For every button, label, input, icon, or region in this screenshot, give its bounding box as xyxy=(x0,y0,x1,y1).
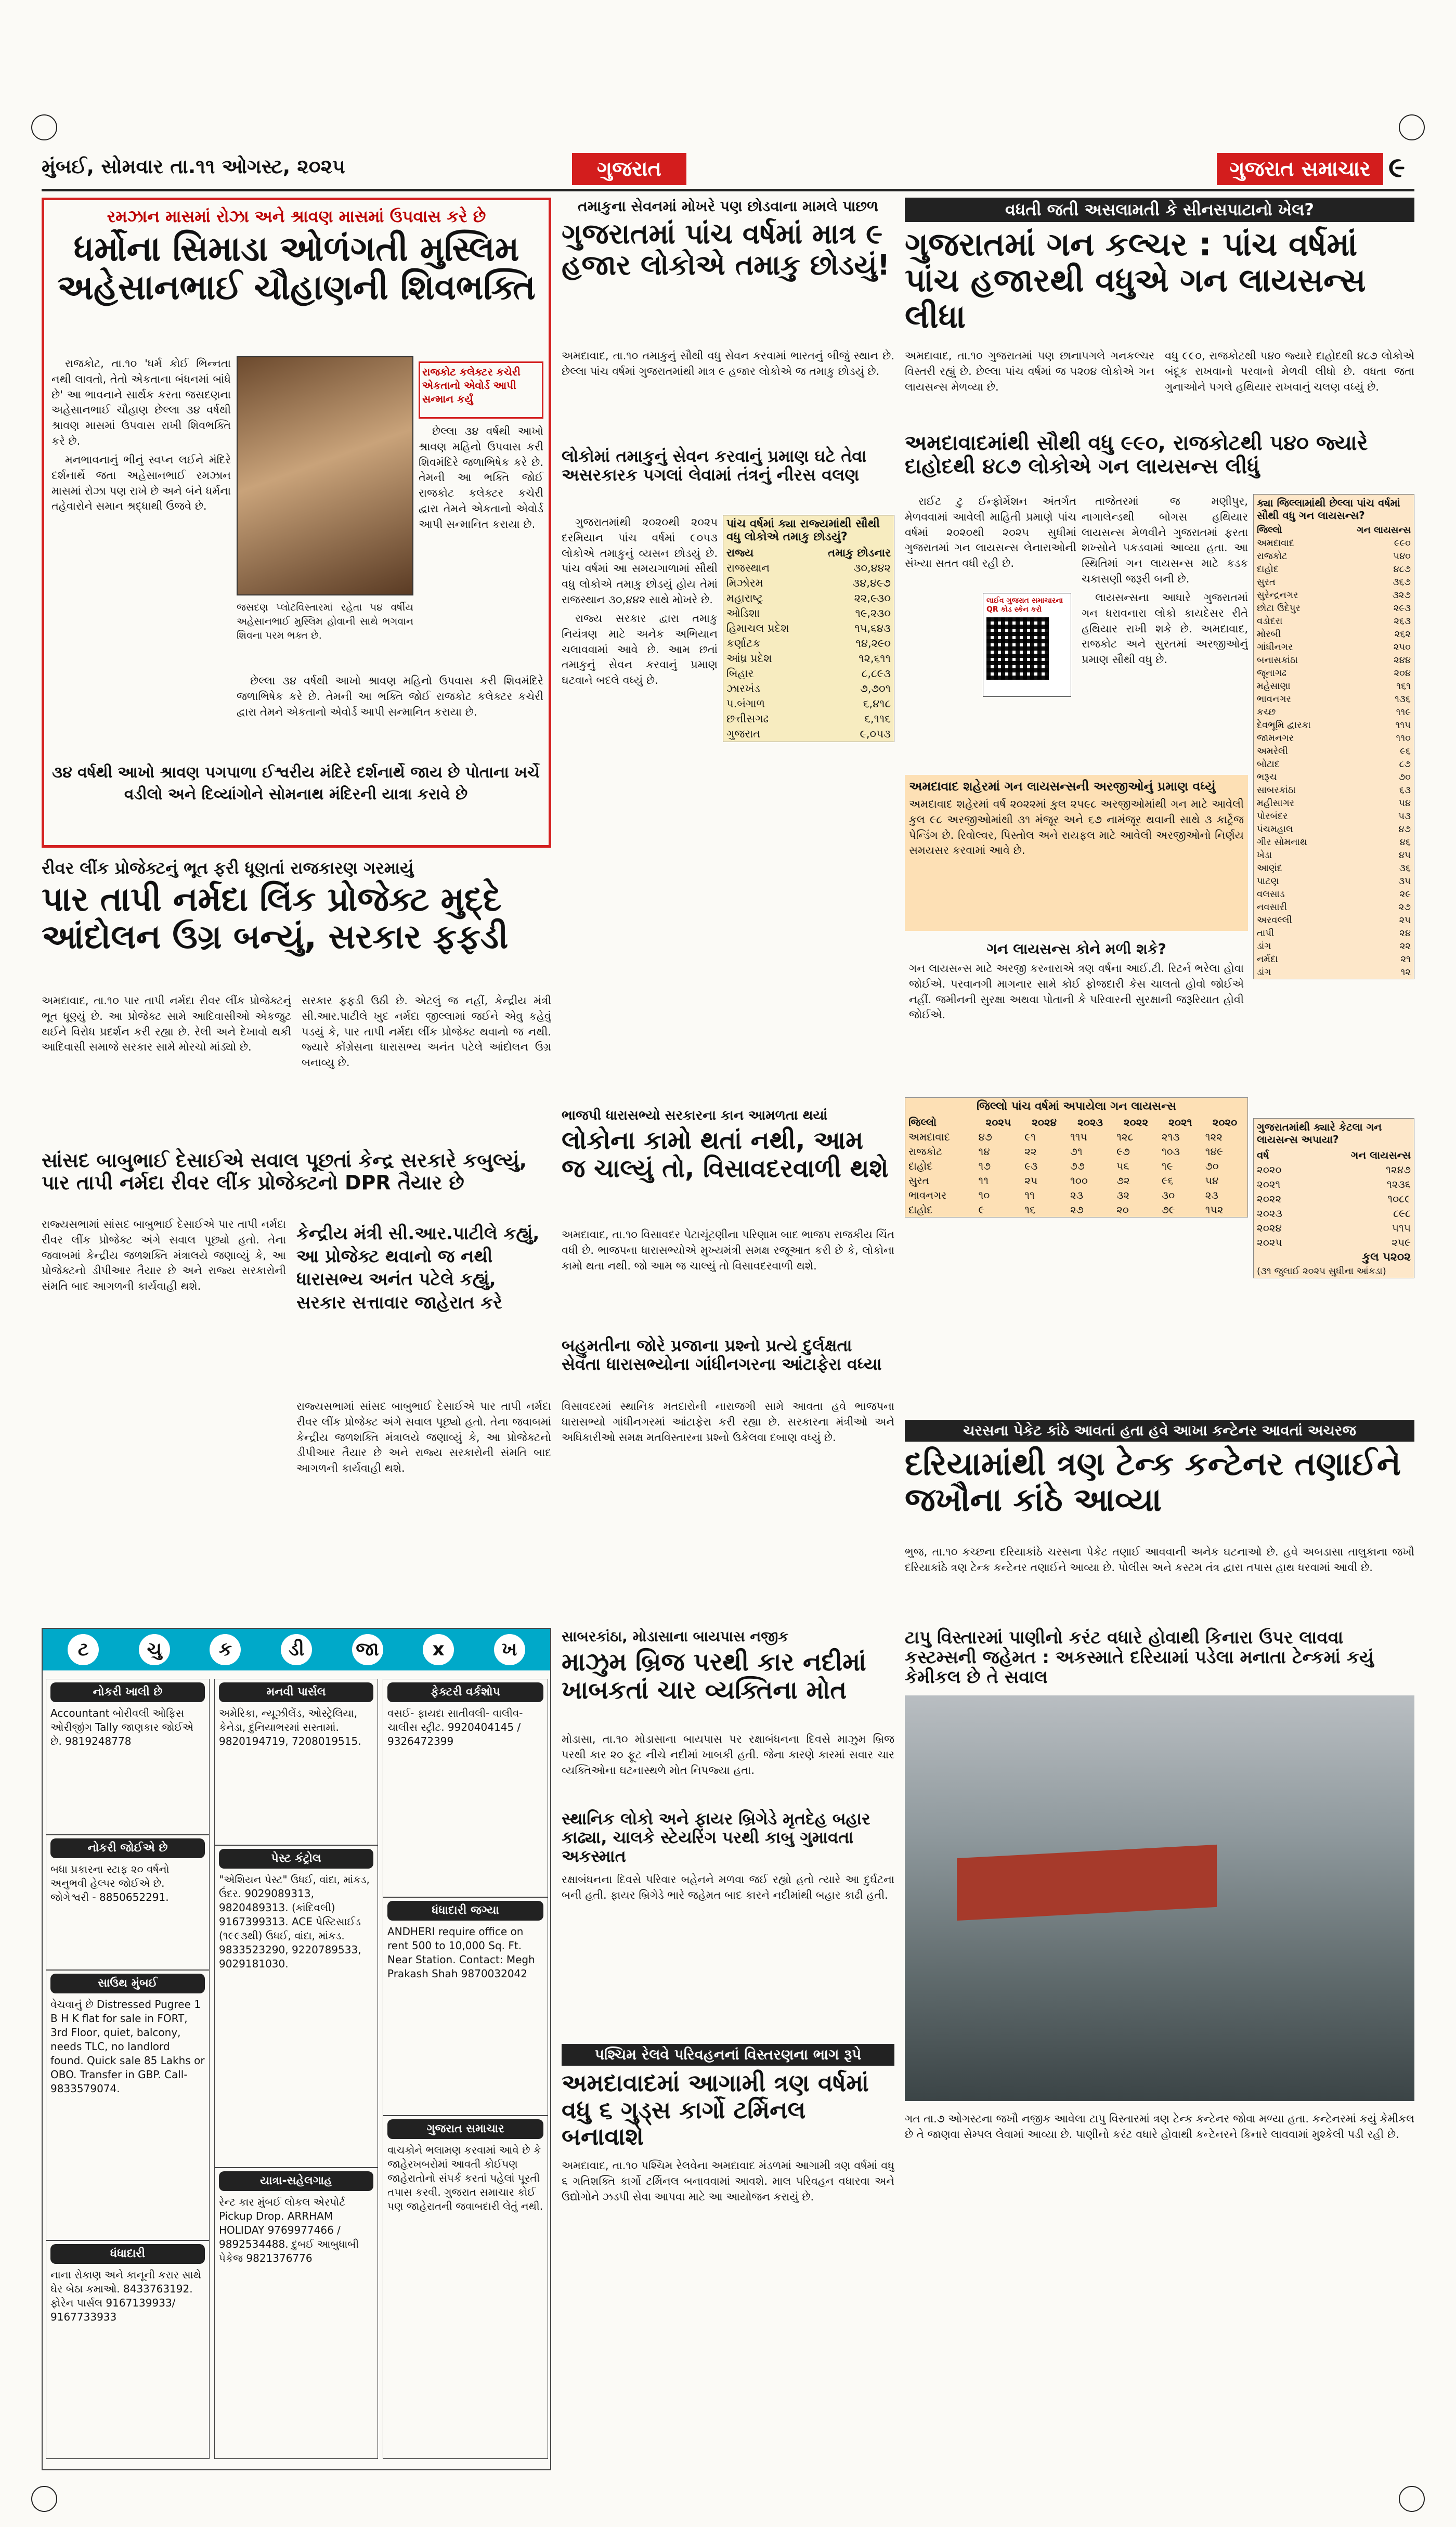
classified-ad: ગુજરાત સમાચાર વાચકોને ભલામણ કરવામાં આવે છે કે જાહેરખબરોમાં આવતી કોઈપણ જાહેરાતોનો સંપર્ક કરતાં પહેલાં પૂરતી તપાસ કરવી. ગુજરાત સમાચાર કોઈ પણ જાહેરાતની જવાબદારી લેતું નથી. xyxy=(383,2116,548,2459)
table-row: નવસારી ૨૭ xyxy=(1257,902,1411,913)
gun-body-mid: તાજેતરમાં જ મણીપુર, નાગાલેન્ડથી બોગસ હથિયાર લાયસન્સ મેળવીને ગુજરાતમાં ફરતા શખ્સોને પકડવામાં આવ્યા હતા. આ સ્થિતિમાં ગન લાયસન્સ માટે કડક ચકાસણી જરૂરી બની છે. લાયસન્સના આધારે ગુજરાતમાં ગન ધરાવનારા લોકો કાયદેસર રીતે હથિયાર રાખી શકે છે. અમદાવાદ, રાજકોટ અને સુરતમાં અરજીઓનું પ્રમાણ સૌથી વધુ છે. xyxy=(1082,495,1248,666)
table-row: અમરેલી ૯૬ xyxy=(1257,746,1411,757)
table-row: ઝારખંડ ૭,૭૦૧ xyxy=(726,682,891,695)
table-row: મોરબી ૨૬૨ xyxy=(1257,629,1411,640)
section-title: ગુજરાત xyxy=(572,153,686,185)
table-row: અમદાવાદ ૯૯૦ xyxy=(1257,538,1411,549)
qr-icon xyxy=(986,617,1049,680)
paper-name: ગુજરાત સમાચાર xyxy=(1217,153,1383,185)
classifieds-col-1 xyxy=(46,1679,210,2464)
tanker-body: ભુજ, તા.૧૦ કચ્છના દરિયાકાંઠે ચરસના પેકેટ તણાઈ આવવાની અનેક ઘટનાઓ છે. હવે અબડાસા તાલુકાના જખૌ દરિયાકાંઠે ત્રણ ટેન્ક કન્ટેનર તણાઈને આવ્યા છે. પોલીસ અને કસ્ટમ તંત્ર દ્વારા તપાસ હાથ ધરવામાં આવી છે. xyxy=(905,1546,1414,1574)
table-row: ગુજરાત ૯,૦૫૩ xyxy=(726,728,891,740)
railway-kicker: પશ્ચિમ રેલવે પરિવહનનાં વિસ્તરણના ભાગ રૂપે xyxy=(562,2044,894,2066)
tobacco-kicker: તમાકુના સેવનમાં મોખરે પણ છોડવાના મામલે પાછળ xyxy=(578,198,878,215)
narmada-kicker: રીવર લીંક પ્રોજેક્ટનું ભૂત ફરી ધૂણતાં રાજકારણ ગરમાયું xyxy=(42,858,414,878)
banner-letter: x xyxy=(423,1634,454,1665)
table-row: આણંદ ૩૬ xyxy=(1257,863,1411,874)
table-row: ભાવનગર ૧૦ ૧૧ ૨૩ ૩૨ ૩૦ ૨૩ xyxy=(908,1189,1218,1201)
tobacco-subhead: લોકોમાં તમાકુનું સેવન કરવાનું પ્રમાણ ઘટે તેવા અસરકારક પગલાં લેવામાં તંત્રનું નીરસ વલણ xyxy=(562,446,867,485)
table-row: દાહોદ ૯ ૧૬ ૨૭ ૨૦ ૭૯ ૧૫૨ xyxy=(908,1203,1224,1216)
district-table-title: ક્યા જિલ્લામાંથી છેલ્લા પાંચ વર્ષમાં સૌથી વધુ ગન લાયસન્સ? xyxy=(1257,497,1400,522)
tobacco-headline: ગુજરાતમાં પાંચ વર્ષમાં માત્ર ૯ હજાર લોકોએ તમાકુ છોડયું! xyxy=(562,217,890,282)
table-row: અરવલ્લી ૨૫ xyxy=(1257,915,1411,926)
gun-applications-body: અમદાવાદ શહેરમાં વર્ષ ૨૦૨૨માં કુલ ૨૫૯૮ અરજીઓમાંથી ગન માટે આવેલી કુલ ૯૮ અરજીઓમાંથી ૩૧ મંજૂર અને ૬૭ નામંજૂર થવાની સાથે ૩ કાર્ટ્રેજ પેન્ડિંગ છે. રિવોલ્વર, પિસ્તોલ અને રાયફલ માટે આવેલી અરજીઓનો નિર્ણય સમયસર કરવામાં આવે છે. xyxy=(909,798,1244,857)
table-row: નર્મદા ૨૧ xyxy=(1257,954,1411,965)
registration-mark-icon xyxy=(1399,114,1425,140)
sabarkantha-body: મોડાસા, તા.૧૦ મોડાસાના બાયપાસ પર રક્ષાબંધનના દિવસે માઝુમ બ્રિજ પરથી કાર ૨૦ ફૂટ નીચે નદીમાં ખાબકી હતી. જેના કારણે કારમાં સવાર ચાર વ્યક્તિઓના ઘટનાસ્થળે મોત નિપજ્યા હતા. xyxy=(562,1733,894,1777)
shravan-caption: જસદણ પ્લોટવિસ્તારમાં રહેતા ૫૪ વર્ષીય અહેસાનભાઈ મુસ્લિમ હોવાની સાથે ભગવાન શિવના પરમ ભક્ત છે. xyxy=(237,602,413,641)
gun-who-body: ગન લાયસન્સ માટે અરજી કરનારાએ ત્રણ વર્ષના આઈ.ટી. રિટર્ન ભરેલા હોવા જોઈએ. પરવાનગી માગનાર સામે કોઈ ફોજદારી કેસ ચાલતો હોવો જોઈએ નહીં. જમીનની સુરક્ષા અથવા પોતાની કે પરિવારની સુરક્ષાની જરૂરિયાત હોવી જોઈએ. xyxy=(909,962,1244,1021)
gun-headline: ગુજરાતમાં ગન કલ્ચર : પાંચ વર્ષમાં પાંચ હજારથી વધુએ ગન લાયસન્સ લીધા xyxy=(905,225,1366,335)
table-row: છોટા ઉદેપુર ૨૯૩ xyxy=(1257,603,1411,614)
qr-code xyxy=(983,593,1071,697)
classifieds-banner xyxy=(43,1629,550,1670)
registration-mark-icon xyxy=(31,114,57,140)
table-row: બિહાર ૮,૮૯૩ xyxy=(726,667,891,680)
table-row: તાપી ૨૪ xyxy=(1257,928,1411,939)
yearly-table-grid: જિલ્લો ૨૦૨૫ ૨૦૨૪ ૨૦૨૩ ૨૦૨૨ ૨૦૨૧ ૨૦૨૦ અમદાવાદ ૪૭ ૯૧ ૧૧૫ ૧૨૮ ૨૧૩ ૧૨૨ રાજકોટ ૧૪ ૨૨ ૭૧ ૯૭ ૧૦૩ ૧૪૯ દાહોદ ૧૭ ૯૩ ૭૭ ૫૬ ૧૯ ૭૦ સુરત ૧૧ ૨૫ ૧૦૦ ૭૨ ૯૬ ૫૪ ભાવનગર ૧૦ ૧૧ ૨૩ ૩૨ ૩૦ ૨૩ દાહોદ ૯ ૧૬ ૨૭ ૨૦ ૭૯ ૧૫૨ xyxy=(905,1115,1247,1217)
table-row: ડાંગ ૨૨ xyxy=(1257,941,1411,952)
table-row: ૨૦૨૪ ૫૧૫ xyxy=(1257,1222,1411,1234)
banner-letter: જા xyxy=(352,1634,383,1665)
table-row: મહીસાગર ૫૪ xyxy=(1257,798,1411,809)
tanker-container-shape xyxy=(957,1845,1217,1921)
table-row: મહારાષ્ટ્ર ૨૨,૯૩૦ xyxy=(726,592,891,604)
table-row: ગાંધીનગર ૨૫૦ xyxy=(1257,642,1411,653)
table-row: પોરબંદર ૫૩ xyxy=(1257,811,1411,822)
table-row: પ.બંગાળ ૬,૪૧૮ xyxy=(726,697,891,710)
table-row: ૨૦૨૦ ૧૨૪૭ xyxy=(1257,1163,1411,1176)
shravan-headline: ધર્મોના સિમાડા ઓળંગતી મુસ્લિમ અહેસાનભાઈ ચૌહાણની શિવભક્તિ xyxy=(57,229,536,307)
narmada-subhead: સાંસદ બાબુભાઈ દેસાઈએ સવાલ પૂછતાં કેન્દ્ર સરકારે કબુલ્યું, પાર તાપી નર્મદા રીવર લીંક પ્રોજેક્ટનો DPR તૈયાર છે xyxy=(42,1149,527,1194)
tanker-kicker: ચરસના પેકેટ કાંઠે આવતાં હતા હવે આખા કન્ટેનર આવતાં અચરજ xyxy=(905,1420,1414,1442)
page-number: ૯ xyxy=(1388,151,1405,184)
tanker-headline: દરિયામાંથી ત્રણ ટેન્ક કન્ટેનર તણાઈને જખૌના કાંઠે આવ્યા xyxy=(905,1445,1401,1519)
table-row: સુરેન્દ્રનગર ૩૨૭ xyxy=(1257,590,1411,601)
tobacco-table-title: પાંચ વર્ષમાં ક્યા રાજ્યમાંથી સૌથી વધુ લોકોએ તમાકુ છોડયું? xyxy=(726,517,880,543)
banner-letter: ખ xyxy=(494,1634,525,1665)
sabarkantha-kicker: સાબરકાંઠા, મોડાસાના બાયપાસ નજીક xyxy=(562,1628,789,1645)
tobacco-body: ગુજરાતમાંથી ૨૦૨૦થી ૨૦૨૫ દરમિયાન પાંચ વર્ષમાં ૯૦૫૩ લોકોએ તમાકુનું વ્યસન છોડયું છે. પાંચ વર્ષમાં આ સમયગાળામાં સૌથી વધુ લોકોએ તમાકુ છોડયું હોય તેમાં રાજસ્થાન ૩૦,૪૪૨ સાથે મોખરે છે. રાજ્ય સરકાર દ્વારા તમાકુ નિયંત્રણ માટે અનેક અભિયાન ચલાવવામાં આવે છે. આમ છતાં તમાકુનું સેવન કરવાનું પ્રમાણ ઘટવાને બદલે વધ્યું છે. xyxy=(562,516,718,687)
classifieds-section xyxy=(42,1628,551,2470)
gun-kicker: વધતી જતી અસલામતી કે સીનસપાટાનો ખેલ? xyxy=(905,198,1414,222)
total-sum: કુલ ૫૨૦૨ xyxy=(1362,1251,1411,1264)
narmada-inset: કેન્દ્રીય મંત્રી સી.આર.પાટીલે કહ્યું, આ પ્રોજેક્ટ થવાનો જ નથી ધારાસભ્ય અનંત પટેલે કહ્યું, સરકાર સત્તાવાર જાહેરાત કરે xyxy=(296,1223,540,1313)
bhajap-subhead: બહુમતીના જોરે પ્રજાના પ્રશ્નો પ્રત્યે દુર્લક્ષતા સેવતા ધારાસભ્યોના ગાંધીનગરના આંટાફેરા વધ્યા xyxy=(562,1336,882,1374)
shravan-article xyxy=(42,198,551,848)
narmada-article xyxy=(42,858,551,1617)
sabarkantha-body2: રક્ષાબંધનના દિવસે પરિવાર બહેનને મળવા જઈ રહ્યો હતો ત્યારે આ દુર્ઘટના બની હતી. ફાયર બ્રિગેડે ભારે જહેમત બાદ કારને નદીમાંથી બહાર કાઢી હતી. xyxy=(562,1873,894,1901)
shravan-footer-banner: ૩૪ વર્ષથી આખો શ્રાવણ પગપાળા ઈશ્વરીય મંદિરે દર્શનાર્થે જાય છે પોતાના ખર્ચે વડીલો અને દિવ્યાંગોને સોમનાથ મંદિરની યાત્રા કરાવે છે xyxy=(52,763,540,804)
table-row: ૨૦૨૨ ૧૦૮૯ xyxy=(1257,1193,1411,1205)
table-row: વલસાડ ૨૯ xyxy=(1257,889,1411,900)
sabarkantha-headline: માઝુમ બ્રિજ પરથી કાર નદીમાં ખાબકતાં ચાર વ્યક્તિના મોત xyxy=(562,1648,866,1705)
tobacco-table xyxy=(723,515,894,742)
narmada-body-right: સરકાર ફફડી ઉઠી છે. એટલું જ નહીં, કેન્દ્રીય મંત્રી સી.આર.પાટીલે ખુદ નર્મદા જીલ્લામાં જઈને એવુ કહેવું પડયું કે, પાર તાપી નર્મદા લીંક પ્રોજેક્ટ થવાનો જ નથી. જ્યારે કોંગ્રેસના ધારાસભ્ય અનંત પટેલે આંદોલન ઉગ્ર બનાવ્યુ છે. xyxy=(302,994,551,1069)
table-row: રાજકોટ ૧૪ ૨૨ ૭૧ ૯૭ ૧૦૩ ૧૪૯ xyxy=(908,1145,1223,1158)
tobacco-table-grid: રાજ્ય તમાકુ છોડનાર રાજસ્થાન ૩૦,૪૪૨ મિઝોરમ ૩૪,૪૯૭ મહારાષ્ટ્ર ૨૨,૯૩૦ ઓડિશા ૧૯,૨૩૦ હિમાચલ પ્રદેશ ૧૫,૬૪૩ કર્ણાટક ૧૪,૨૯૦ આંધ્ર પ્રદેશ ૧૨,૬૧૧ બિહાર ૮,૮૯૩ ઝારખંડ ૭,૭૦૧ પ.બંગાળ ૬,૪૧૮ છત્તીસગઢ ૬,૧૧૬ ગુજરાત ૯,૦૫૩ xyxy=(723,546,894,742)
table-row: બનાસકાંઠા ૨૪૪ xyxy=(1257,655,1411,666)
table-row: જામનગર ૧૧૦ xyxy=(1257,733,1411,744)
total-table-title: ગુજરાતમાંથી ક્યારે કેટલા ગન લાયસન્સ અપાયા? xyxy=(1257,1121,1382,1146)
classified-ad: ધંધાદારી જગ્યા ANDHERI require office on rent 500 to 10,000 Sq. Ft. Near Station. Contact: Megh Prakash Shah 9870032042 xyxy=(383,1897,548,2116)
table-row: હિમાચલ પ્રદેશ ૧૫,૬૪૩ xyxy=(726,622,891,634)
yearly-table-title: જિલ્લો પાંચ વર્ષમાં અપાયેલા ગન લાયસન્સ xyxy=(977,1100,1176,1113)
table-row: ડાંગ ૧૨ xyxy=(1257,967,1411,978)
classified-ad: ધંધાદારી નાના રોકાણ અને કાનૂની કરાર સાથે ઘેર બેઠા કમાઓ. 8433763192. ફોરેન પાર્સલ 9167139933/ 9167733933 xyxy=(46,2240,210,2459)
district-table-grid: જિલ્લો ગન લાયસન્સ અમદાવાદ ૯૯૦ રાજકોટ ૫૪૦ દાહોદ ૪૮૭ સુરત ૩૬૭ સુરેન્દ્રનગર ૩૨૭ છોટા ઉદેપુર ૨૯૩ વડોદરા ૨૬૩ મોરબી ૨૬૨ ગાંધીનગર ૨૫૦ બનાસકાંઠા ૨૪૪ જૂનાગઢ ૨૦૪ મહેસાણા ૧૬૧ ભાવનગર ૧૩૬ કચ્છ ૧૧૯ દેવભૂમિ દ્વારકા ૧૧૫ જામનગર ૧૧૦ અમરેલી ૯૬ બોટાદ ૮૭ ભરૂચ ૭૦ સાબરકાંઠા ૬૩ મહીસાગર ૫૪ પોરબંદર ૫૩ પંચમહાલ ૪૭ ગીર સોમનાથ ૪૬ ખેડા ૪૫ આણંદ ૩૬ પાટણ ૩૫ વલસાડ ૨૯ નવસારી ૨૭ અરવલ્લી ૨૫ તાપી ૨૪ ડાંગ ૨૨ નર્મદા ૨૧ ડાંગ ૧૨ xyxy=(1254,524,1414,979)
table-row: છત્તીસગઢ ૬,૧૧૬ xyxy=(726,712,891,725)
railway-headline: અમદાવાદમાં આગામી ત્રણ વર્ષમાં વધુ ૬ ગુડ્સ કાર્ગો ટર્મિનલ બનાવાશે xyxy=(562,2069,869,2151)
banner-letter: ક xyxy=(210,1634,241,1665)
railway-body: અમદાવાદ, તા.૧૦ પશ્ચિમ રેલવેના અમદાવાદ મંડળમાં આગામી ત્રણ વર્ષમાં વધુ ૬ ગતિશક્તિ કાર્ગો ટર્મિનલ બનાવવામાં આવશે. માલ પરિવહન વધારવા અને ઉદ્યોગોને ઝડપી સેવા આપવા માટે આ આયોજન કરાયું છે. xyxy=(562,2159,894,2203)
table-row: કચ્છ ૧૧૯ xyxy=(1257,707,1411,718)
total-table xyxy=(1253,1118,1414,1278)
gun-who-head: ગન લાયસન્સ કોને મળી શકે? xyxy=(986,940,1166,957)
tanker-article xyxy=(905,1420,1414,2460)
table-row: જૂનાગઢ ૨૦૪ xyxy=(1257,668,1411,679)
tanker-photo xyxy=(905,1695,1414,2101)
bhajap-article xyxy=(562,1108,894,1617)
table-row: ૨૦૨૩ ૮૯૮ xyxy=(1257,1207,1411,1220)
shravan-body-bottom: છેલ્લા ૩૪ વર્ષથી આખો શ્રાવણ મહિનો ઉપવાસ કરી શિવમંદિરે જળાભિષેક કરે છે. તેમની આ ભક્તિ જોઈ રાજકોટ કલેક્ટર કચેરી દ્વારા તેમને એકતાનો એવોર્ડ આપી સન્માનિત કરાયા છે. xyxy=(237,675,543,718)
classified-ad: નોકરી જોઈએ છે બધા પ્રકારના સ્ટાફ ૨૦ વર્ષનો અનુભવી હેલ્પર જોઈએ છે. જોગેશ્વરી - 8850652291. xyxy=(46,1835,210,1970)
tanker-subhead: ટાપુ વિસ્તારમાં પાણીનો કરંટ વધારે હોવાથી કિનારા ઉપર લાવવા કસ્ટમ્સની જહેમત : અકસ્માતે દરિયામાં પડેલા મનાતા ટેન્કમાં કયું કેમીકલ છે તે સવાલ xyxy=(905,1627,1374,1688)
shravan-kicker: રમઝાન માસમાં રોઝા અને શ્રાવણ માસમાં ઉપવાસ કરે છે xyxy=(107,206,486,226)
bhajap-body2: વિસાવદરમાં સ્થાનિક મતદારોની નારાજગી સામે આવતા હવે ભાજપના ધારાસભ્યો ગાંધીનગરમાં આંટાફેરા કરી રહ્યા છે. સરકારના મંત્રીઓ અને અધિકારીઓ સમક્ષ મતવિસ્તારના પ્રશ્નો ઉકેલવા દબાણ વધ્યું છે. xyxy=(562,1400,894,1444)
total-note: (૩૧ જુલાઈ ૨૦૨૫ સુધીના આંકડા) xyxy=(1257,1266,1386,1277)
registration-mark-icon xyxy=(1399,2486,1425,2512)
classified-ad: મનવી પાર્સલ અમેરિકા, ન્યૂઝીલેંડ, ઓસ્ટ્રેલિયા, કેનેડા, દુનિયાભરમાં સસ્તામાં. 9820194719, 7208019515. xyxy=(214,1679,378,1845)
tanker-body2: ગત તા.૭ ઓગસ્ટના જખૌ નજીક આવેલા ટાપુ વિસ્તારમાં ત્રણ ટેન્ક કન્ટેનર જોવા મળ્યા હતા. કન્ટેનરમાં કયું કેમીકલ છે તે જાણવા સેમ્પલ લેવામાં આવ્યા છે. પાણીનો કરંટ વધારે હોવાથી કન્ટેનરને કિનારે લાવવામાં મુશ્કેલી પડી રહી છે. xyxy=(905,2113,1414,2141)
gun-who-box xyxy=(905,936,1248,1092)
table-row: ભરૂચ ૭૦ xyxy=(1257,772,1411,783)
table-row: દાહોદ ૧૭ ૯૩ ૭૭ ૫૬ ૧૯ ૭૦ xyxy=(908,1160,1219,1172)
classified-ad: નોકરી ખાલી છે Accountant બોરીવલી ઓફિસ ઓરીજીંગ Tally જાણકાર જોઈએ છે. 9819248778 xyxy=(46,1679,210,1835)
gun-body-left: રાઈટ ટુ ઈન્ફોર્મેશન અંતર્ગત મેળવવામાં આવેલી માહિતી પ્રમાણે પાંચ વર્ષમાં ૨૦૨૦થી ૨૦૨૫ સુધીમાં ગુજરાતમાં ગન લાયસન્સ લેનારાઓની સંખ્યા સતત વધી રહી છે. xyxy=(905,495,1076,570)
table-row: આંધ્ર પ્રદેશ ૧૨,૬૧૧ xyxy=(726,652,891,665)
table-row: ૨૦૨૫ ૨૫૯ xyxy=(1257,1236,1411,1249)
banner-letter: ચુ xyxy=(139,1634,170,1665)
district-table xyxy=(1253,494,1414,979)
masthead xyxy=(42,151,1414,191)
table-row: મિઝોરમ ૩૪,૪૯૭ xyxy=(726,577,891,589)
total-table-grid: વર્ષ ગન લાયસન્સ ૨૦૨૦ ૧૨૪૭ ૨૦૨૧ ૧૨૩૬ ૨૦૨૨ ૧૦૮૯ ૨૦૨૩ ૮૯૮ ૨૦૨૪ ૫૧૫ ૨૦૨૫ ૨૫૯ xyxy=(1254,1148,1414,1250)
table-row: ભાવનગર ૧૩૬ xyxy=(1257,694,1411,705)
gun-lead-1: અમદાવાદ, તા.૧૦ ગુજરાતમાં પણ છાનાપગલે ગનકલ્ચર વિસ્તરી રહ્યું છે. છેલ્લા પાંચ વર્ષમાં જ ૫૨૦૪ લોકોએ ગન લાયસન્સ મેળવ્યા છે. xyxy=(905,349,1154,393)
table-row: કર્ણાટક ૧૪,૨૯૦ xyxy=(726,637,891,650)
table-row: દેવભૂમિ દ્વારકા ૧૧૫ xyxy=(1257,720,1411,731)
bhajap-body: અમદાવાદ, તા.૧૦ વિસાવદર પેટાચૂંટણીના પરિણામ બાદ ભાજપ રાજકીય ચિંત વધી છે. ભાજપના ધારાસભ્યોએ મુખ્યમંત્રી સમક્ષ રજૂઆત કરી છે કે, લોકોના કામો થતા નથી. જો આમ જ ચાલ્યું તો વિસાવદરવાળી થશે. xyxy=(562,1228,894,1272)
table-row: સાબરકાંઠા ૬૩ xyxy=(1257,785,1411,796)
table-row: બોટાદ ૮૭ xyxy=(1257,759,1411,770)
table-row: સુરત ૩૬૭ xyxy=(1257,577,1411,588)
gun-applications-box xyxy=(905,775,1248,931)
gun-article xyxy=(905,198,1414,1409)
table-row: રાજકોટ ૫૪૦ xyxy=(1257,551,1411,562)
table-row: સુરત ૧૧ ૨૫ ૧૦૦ ૭૨ ૯૬ ૫૪ xyxy=(908,1174,1219,1187)
bhajap-headline: લોકોના કામો થતાં નથી, આમ જ ચાલ્યું તો, વિસાવદરવાળી થશે xyxy=(562,1126,889,1183)
table-row: પાટણ ૩૫ xyxy=(1257,876,1411,887)
table-row: મહેસાણા ૧૬૧ xyxy=(1257,681,1411,692)
table-row: પંચમહાલ ૪૭ xyxy=(1257,824,1411,835)
banner-letter: ડી xyxy=(281,1634,312,1665)
narmada-body3: રાજ્યસભામાં સાંસદ બાબુભાઈ દેસાઈએ પાર તાપી નર્મદા રીવર લીંક પ્રોજેક્ટ અંગે સવાલ પૂછ્યો હતો. તેના જવાબમાં કેન્દ્રીય જળશક્તિ મંત્રાલયે જણાવ્યું કે, આ પ્રોજેક્ટનો ડીપીઆર તૈયાર છે અને રાજ્ય સરકારોની સંમતિ બાદ આગળની કાર્યવાહી થશે. xyxy=(296,1400,551,1475)
table-row: ગીર સોમનાથ ૪૬ xyxy=(1257,837,1411,848)
classifieds-col-2 xyxy=(214,1679,378,2464)
narmada-body-left: અમદાવાદ, તા.૧૦ પાર તાપી નર્મદા રીવર લીંક પ્રોજેક્ટનું ભૂત ધૂણ્યું છે. આ પ્રોજેક્ટ સામે આદિવાસીઓ એકજુટ થઈને વિરોધ પ્રદર્શન કરી રહ્યા છે. રેલી અને દેખાવો થકી આદિવાસી સમાજે સરકાર સામે મોરચો માંડ્યો છે. xyxy=(42,994,291,1054)
classified-ad: યાત્રા-સહેલગાહ રેન્ટ કાર મુંબઈ લોકલ એરપોર્ટ Pickup Drop. ARRHAM HOLIDAY 9769977466 / 9892534488. દુબઈ આબુધાબી પેકેજ 9821376776 xyxy=(214,2168,378,2459)
gun-subhead: અમદાવાદમાંથી સૌથી વધુ ૯૯૦, રાજકોટથી ૫૪૦ જ્યારે દાહોદથી ૪૮૭ લોકોએ ગન લાયસન્સ લીધું xyxy=(905,431,1368,478)
table-row: દાહોદ ૪૮૭ xyxy=(1257,564,1411,575)
table-row: રાજસ્થાન ૩૦,૪૪૨ xyxy=(726,562,891,574)
classified-ad: પેસ્ટ કંટ્રોલ "એશિયન પેસ્ટ" ઉધઈ, વાંદા, માંકડ, ઉંદર. 9029089313, 9820489313. (કાંદિવલી) 9167399313. ACE પેસ્ટિસાઈડ (૧૯૯૩થી) ઉધઈ, વાંદા, માંકડ. 9833523290, 9220789533, 9029181030. xyxy=(214,1845,378,2168)
classifieds-col-3 xyxy=(383,1679,548,2464)
gun-applications-head: અમદાવાદ શહેરમાં ગન લાયસન્સની અરજીઓનું પ્રમાણ વધ્યું xyxy=(909,779,1216,794)
narmada-headline: પાર તાપી નર્મદા લિંક પ્રોજેક્ટ મુદ્દે આંદોલન ઉગ્ર બન્યું, સરકાર ફફડી xyxy=(42,880,509,956)
classified-ad: સાઉથ મુંબઈ વેચવાનું છે Distressed Pugree 1 B H K flat for sale in FORT, 3rd Floor, quiet, balcony, needs TLC, no landlord found. Quick sale 85 Lakhs or OBO. Transfer in GBP. Call- 9833579074. xyxy=(46,1970,210,2240)
table-row: વડોદરા ૨૬૩ xyxy=(1257,616,1411,627)
gun-lead-2: વધુ ૯૯૦, રાજકોટથી ૫૪૦ જ્યારે દાહોદથી ૪૮૭ લોકોએ બંદૂક રાખવાનો પરવાનો મેળવી લીધો છે. વધતા જતા ગુનાઓને પગલે હથિયાર રાખવાનું ચલણ વધ્યું છે. xyxy=(1165,349,1414,393)
table-row: ખેડા ૪૫ xyxy=(1257,850,1411,861)
narmada-body2: રાજ્યસભામાં સાંસદ બાબુભાઈ દેસાઈએ પાર તાપી નર્મદા રીવર લીંક પ્રોજેક્ટ અંગે સવાલ પૂછ્યો હતો. તેના જવાબમાં કેન્દ્રીય જળશક્તિ મંત્રાલયે જણાવ્યું કે, આ પ્રોજેક્ટનો ડીપીઆર તૈયાર છે અને રાજ્ય સરકારોની સંમતિ બાદ આગળની કાર્યવાહી થશે. xyxy=(42,1218,286,1293)
shravan-inset: રાજકોટ કલેક્ટર કચેરી એકતાનો એવોર્ડ આપી સન્માન કર્યું xyxy=(419,361,543,419)
table-row: ૨૦૨૧ ૧૨૩૬ xyxy=(1257,1178,1411,1190)
tobacco-lead: અમદાવાદ, તા.૧૦ તમાકુનું સૌથી વધુ સેવન કરવામાં ભારતનું બીજું સ્થાન છે. છેલ્લા પાંચ વર્ષમાં ગુજરાતમાંથી માત્ર ૯ હજાર લોકોએ જ તમાકુ છોડયું છે. xyxy=(562,349,894,378)
table-row: અમદાવાદ ૪૭ ૯૧ ૧૧૫ ૧૨૮ ૨૧૩ ૧૨૨ xyxy=(908,1131,1223,1143)
railway-article xyxy=(562,2044,894,2460)
bhajap-kicker: ભાજપી ધારાસભ્યો સરકારના કાન આમળતા થયાં xyxy=(562,1108,828,1123)
date-line: મુંબઈ, સોમવાર તા.૧૧ ઓગસ્ટ, ૨૦૨૫ xyxy=(42,155,345,178)
banner-letter: ટ xyxy=(68,1634,99,1665)
shravan-photo xyxy=(237,356,413,595)
registration-mark-icon xyxy=(31,2486,57,2512)
sabarkantha-subhead: સ્થાનિક લોકો અને ફાયર બ્રિગેડે મૃતદેહ બહાર કાઢ્યા, ચાલકે સ્ટેયરિંગ પરથી કાબુ ગુમાવતા અકસ્માત xyxy=(562,1809,870,1866)
classified-ad: ફેક્ટરી વર્કશોપ વસઈ- ફાયદા સાતીવલી- વાલીવ- ચાલીસ સ્ટ્રીટ. 9920404145 / 9326472399 xyxy=(383,1679,548,1897)
sabarkantha-article xyxy=(562,1628,894,2033)
shravan-body-left: રાજકોટ, તા.૧૦ 'ધર્મ કોઈ ભિન્નતા નથી લાવતો, તેતો એકતાના બંધનમાં બાંધે છે' આ ભાવનાને સાર્થક કરતા જસદણના અહેસાનભાઈ ચૌહાણ છેલ્લા ૩૪ વર્ષથી શ્રાવણ માસમાં ઉપવાસ રાખી શિવભક્તિ કરે છે. મનભાવનાનું ભીનું સ્વપ્ન લઈને મંદિરે દર્શનાર્થે જતા અહેસાનભાઈ રમઝાન માસમાં રોઝા પણ રાખે છે અને બંને ધર્મના તહેવારોને સમાન શ્રદ્ધાથી ઉજવે છે. xyxy=(51,357,231,513)
yearly-table xyxy=(905,1097,1248,1217)
qr-caption: લાઈવ ગુજરાત સમાચારના QR કોડ સ્કેન કરો xyxy=(986,597,1063,614)
table-row: ઓડિશા ૧૯,૨૩૦ xyxy=(726,607,891,619)
shravan-body-right: છેલ્લા ૩૪ વર્ષથી આખો શ્રાવણ મહિનો ઉપવાસ કરી શિવમંદિરે જળાભિષેક કરે છે. તેમની આ ભક્તિ જોઈ રાજકોટ કલેક્ટર કચેરી દ્વારા તેમને એકતાનો એવોર્ડ આપી સન્માનિત કરાયા છે. xyxy=(419,425,543,530)
